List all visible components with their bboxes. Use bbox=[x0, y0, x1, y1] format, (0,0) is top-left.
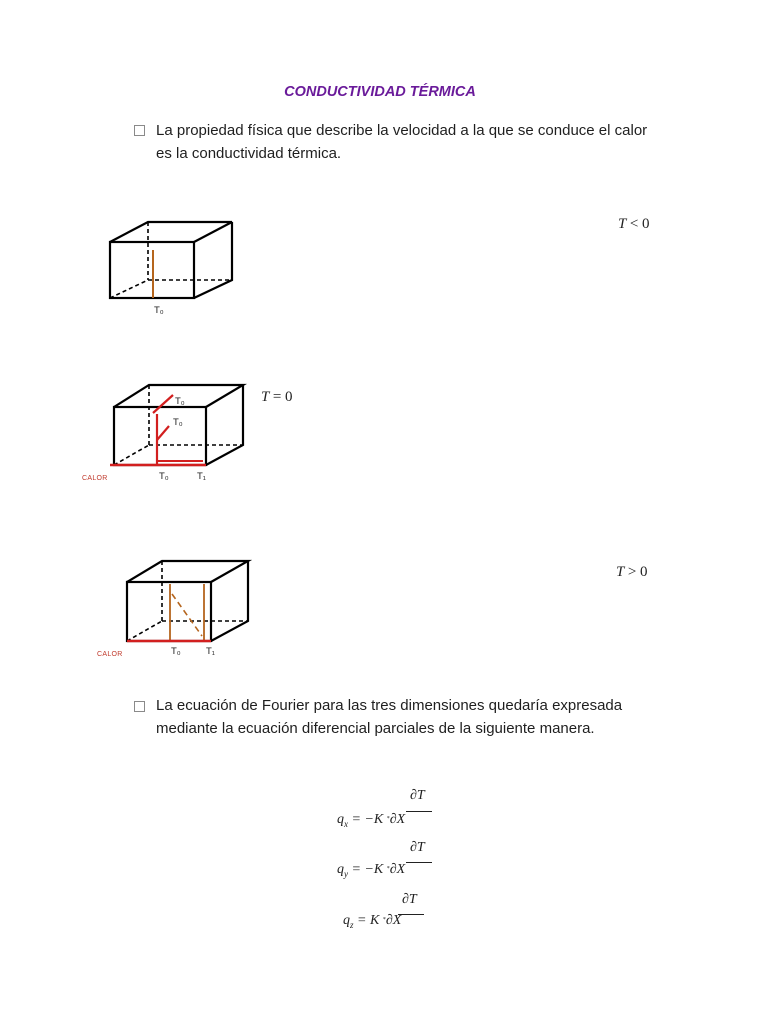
equation-3-subscript: z bbox=[350, 919, 354, 930]
figure-3-condition-var: T bbox=[616, 564, 625, 580]
figure-3-condition-val: 0 bbox=[640, 564, 648, 580]
equation-1-rhs: = −K bbox=[351, 812, 384, 827]
equation-3-lhs: q bbox=[343, 913, 350, 928]
bullet-paragraph-2 bbox=[156, 694, 676, 740]
equation-2-rhs: = −K bbox=[351, 862, 384, 877]
equation-2-subscript: y bbox=[344, 868, 348, 879]
equation-2-numerator: ∂T bbox=[410, 840, 425, 855]
figure-3-label-t1: T₁ bbox=[206, 646, 216, 657]
equation-1-multiply: * bbox=[386, 816, 390, 822]
equation-2-lhs: q bbox=[337, 862, 344, 877]
equation-1 bbox=[337, 812, 405, 829]
equation-2-denominator: ∂X bbox=[389, 862, 406, 877]
bullet-2-line-1: La ecuación de Fourier para las tres dimensiones quedaría expresada bbox=[156, 697, 623, 714]
figure-1-condition-op: < bbox=[629, 216, 639, 232]
equation-1-fraction-bar bbox=[406, 811, 432, 812]
bullet-1-line-2: es la conductividad térmica. bbox=[156, 145, 342, 162]
page-title: CONDUCTIVIDAD TÉRMICA bbox=[284, 84, 476, 100]
figure-1-condition-val: 0 bbox=[642, 216, 650, 232]
figure-1-condition bbox=[618, 216, 650, 233]
bullet-1-line-1: La propiedad física que describe la velocidad a la que se conduce el calor bbox=[156, 122, 648, 139]
equation-1-subscript: x bbox=[344, 818, 348, 829]
figure-3-condition-op: > bbox=[627, 564, 637, 580]
equation-2-fraction-bar bbox=[406, 862, 432, 863]
figure-2-label-t1: T₁ bbox=[197, 471, 207, 482]
figure-2-condition-val: 0 bbox=[285, 389, 293, 405]
figure-2-label-t0-bottom: T₀ bbox=[159, 471, 169, 482]
cube-figure-2 bbox=[105, 378, 255, 478]
equation-3-rhs: = K bbox=[357, 913, 380, 928]
bullet-checkbox-icon bbox=[134, 125, 145, 136]
figure-2-label-t0-top: T₀ bbox=[175, 396, 185, 407]
equation-3 bbox=[343, 913, 401, 930]
bullet-paragraph-1 bbox=[156, 119, 676, 165]
equation-3-multiply: * bbox=[382, 917, 386, 923]
cube-figure-3 bbox=[118, 554, 268, 654]
figure-1-condition-var: T bbox=[618, 216, 627, 232]
figure-3-condition bbox=[616, 564, 648, 581]
figure-3-label-t0: T₀ bbox=[171, 646, 181, 657]
bullet-2-line-2: mediante la ecuación diferencial parciales de la siguiente manera. bbox=[156, 720, 595, 737]
figure-1-label-t0: T₀ bbox=[154, 305, 164, 316]
equation-1-lhs: q bbox=[337, 812, 344, 827]
cube-figure-1 bbox=[100, 210, 250, 330]
equation-2 bbox=[337, 862, 405, 879]
figure-2-label-t0-mid: T₀ bbox=[173, 417, 183, 428]
figure-2-condition-op: = bbox=[272, 389, 282, 405]
figure-2-condition-var: T bbox=[261, 389, 270, 405]
equation-1-numerator: ∂T bbox=[410, 788, 425, 803]
equation-3-denominator: ∂X bbox=[385, 913, 402, 928]
equation-2-multiply: * bbox=[386, 866, 390, 872]
equation-3-numerator: ∂T bbox=[402, 892, 417, 907]
equation-3-fraction-bar bbox=[398, 914, 424, 915]
figure-2-heat-label: CALOR bbox=[82, 475, 108, 482]
bullet-checkbox-icon bbox=[134, 701, 145, 712]
equation-1-denominator: ∂X bbox=[389, 812, 406, 827]
figure-2-condition bbox=[261, 389, 293, 406]
figure-3-heat-label: CALOR bbox=[97, 651, 123, 658]
